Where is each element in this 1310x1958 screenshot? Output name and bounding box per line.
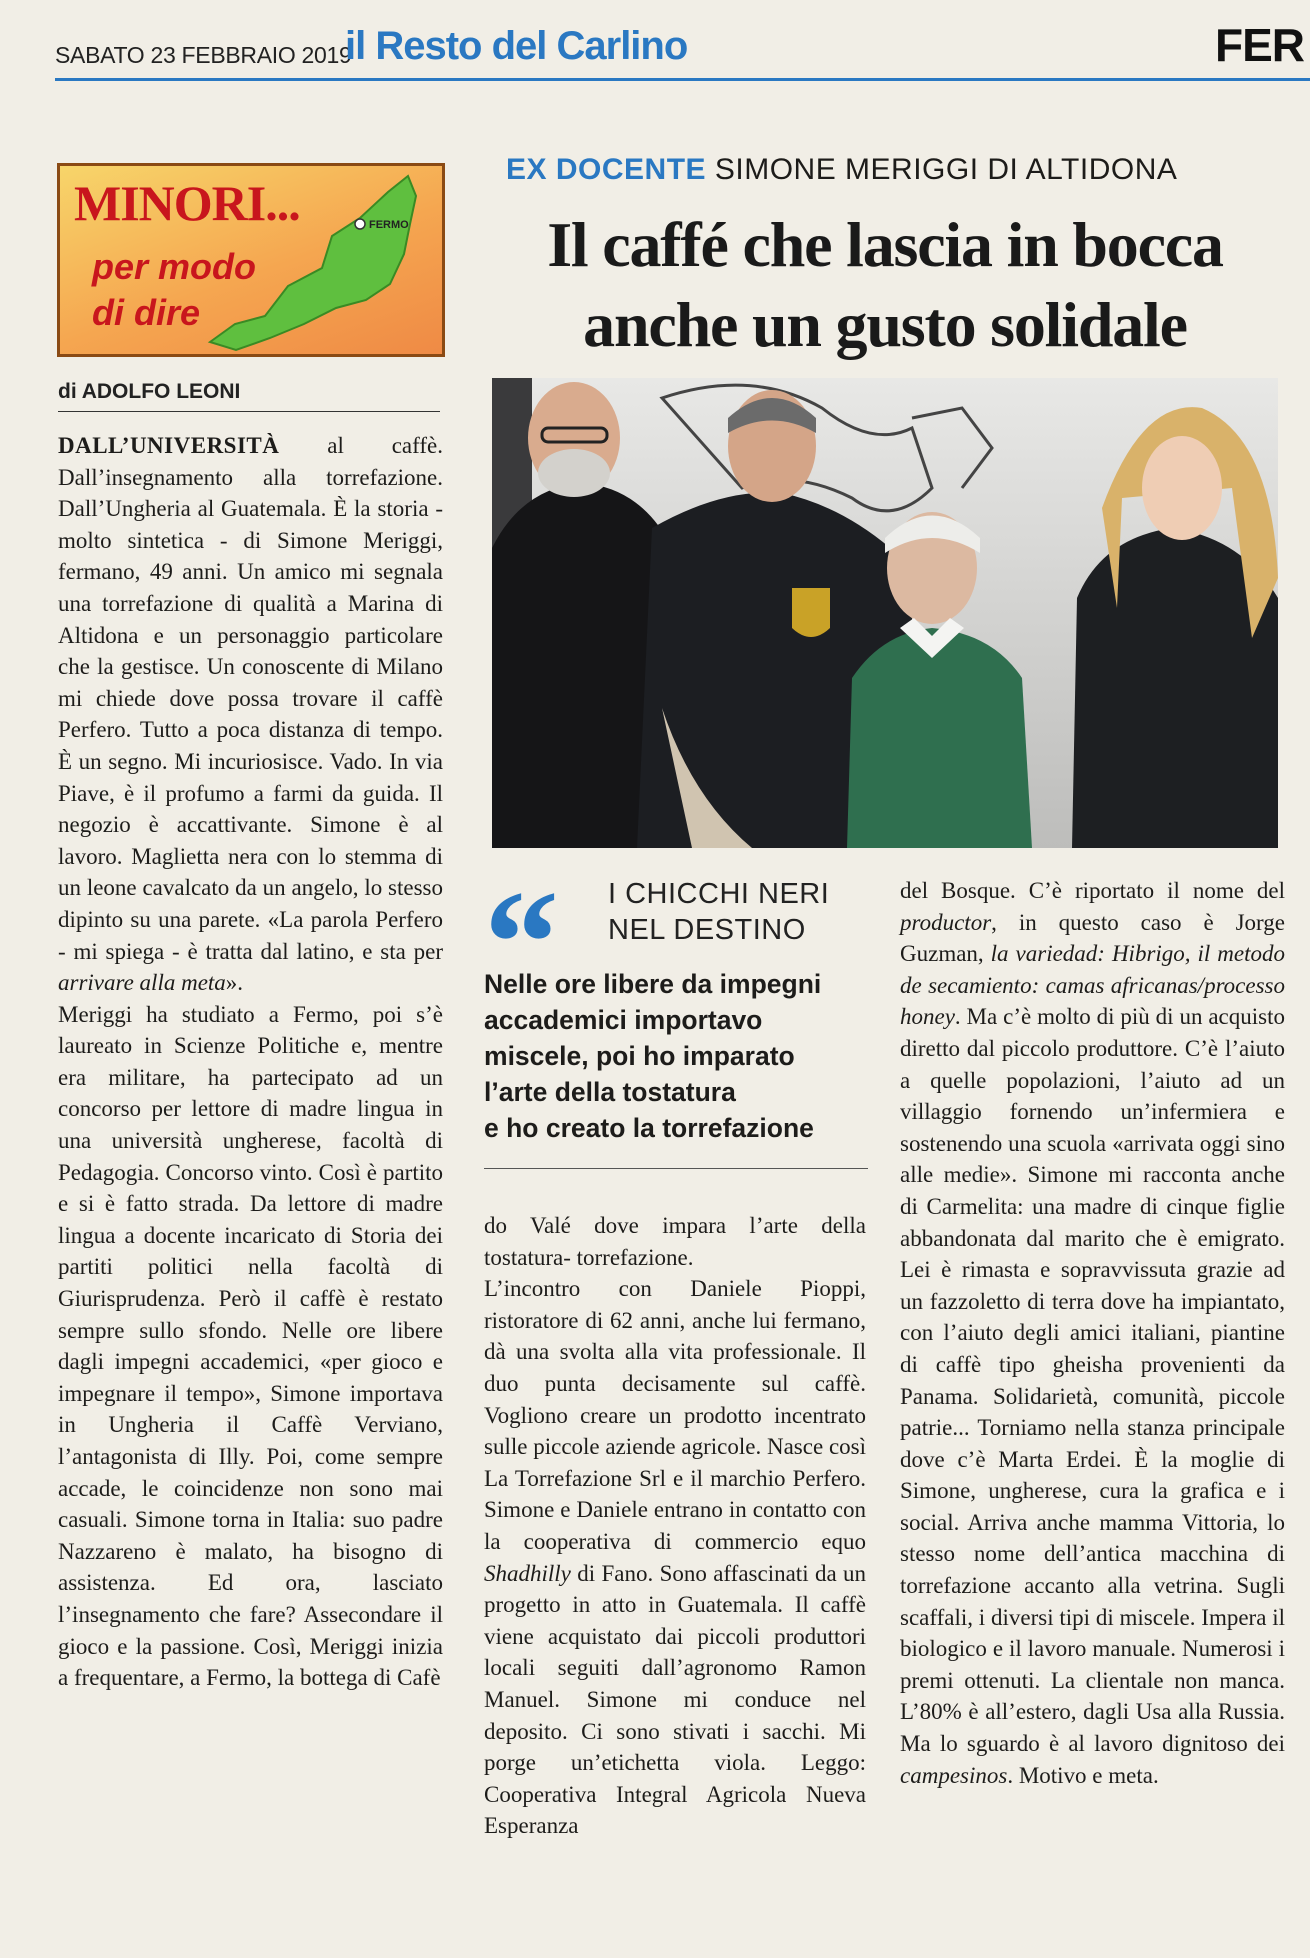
article-column-2: [484, 1210, 866, 1842]
article-paragraph: del Bosque. C’è riportato il nome del productor, in questo caso è Jorge Guzman, la variedad: Hibrigo, il metodo de secamiento: camas africanas/processo honey. Ma c’è molto di più di un acquisto diretto dal piccolo produttore. C’è l’aiuto a quelle popolazioni, l’aiuto ad un villaggio fornendo un’infermiera e sostenendo una scuola «arrivata oggi sino alle medie». Simone mi racconta anche di Carmelita: una madre di cinque figlie abbandonata dal marito che è emigrato. Lei è rimasta e sopravvissuta grazie ad un fazzoletto di terra dove ha impiantato, con l’aiuto degli amici italiani, piantine di caffè tipo gheisha provenienti da Panama. Solidarietà, comunità, piccole patrie... Torniamo nella stanza principale dove c’è Marta Erdei. È la moglie di Simone, ungherese, cura la grafica e i social. Arriva anche mamma Vittoria, lo stesso nome dell’antica macchina di torrefazione accanto alla vetrina. Sugli scaffali, i diversi tipi di miscele. Impera il biologico e il lavoro manuale. Numerosi i premi ottenuti. La clientale non manca. L’80% è all’estero, dagli Usa alla Russia. Ma lo sguardo è al lavoro dignitoso dei campesinos. Motivo e meta.: [900, 878, 1285, 1788]
masthead: [55, 18, 1310, 78]
kicker: [506, 153, 1177, 187]
quote-line: miscele, poi ho imparato: [484, 1041, 795, 1071]
article-paragraph: Meriggi ha studiato a Fermo, poi s’è laureato in Scienze Politiche e, mentre era militare, ha partecipato ad un concorso per lettore di madre lingua in una università ungherese, facoltà di Pedagogia. Concorso vinto. Così è partito e si è fatto strada. Da lettore di madre lingua a docente incaricato di Storia dei partiti politici nella facoltà di Giurisprudenza. Però il caffè è restato sempre sullo sfondo. Nelle ore libere dagli impegni accademici, «per gioco e impegnare il tempo», Simone importava in Ungheria il Caffè Verviano, l’antagonista di Illy. Poi, come sempre accade, le coincidenze non sono mai casuali. Simone torna in Italia: suo padre Nazzareno è malato, ha bisogno di assistenza. Ed ora, lasciato l’insegnamento che fare? Assecondare il gioco e la passione. Così, Meriggi inizia a frequentare, a Fermo, la bottega di Cafè: [58, 1001, 443, 1691]
quote-line: accademici importavo: [484, 1005, 763, 1035]
kicker-subject: SIMONE MERIGGI DI ALTIDONA: [714, 153, 1178, 186]
quote-title: [608, 876, 829, 948]
section-label: FER: [1215, 19, 1304, 71]
headline-line-2: anche un gusto solidale: [583, 289, 1187, 360]
article-paragraph: L’incontro con Daniele Pioppi, ristoratore di 62 anni, anche lui fermano, dà una svolta alla vita professionale. Il duo punta decisamente sul caffè. Vogliono creare un prodotto incentrato sulle piccole aziende agricole. Nasce così La Torrefazione Srl e il marchio Perfero. Simone e Daniele entrano in contatto con la cooperativa di commercio equo Shadhilly di Fano. Sono affascinati da un progetto in atto in Guatemala. Il caffè viene acquistato dai piccoli produttori locali seguiti dall’agronomo Ramon Manuel. Simone mi conduce nel deposito. Ci sono stivati i sacchi. Mi porge un’etichetta viola. Leggo: Cooperativa Integral Agricola Nueva Esperanza: [484, 1276, 866, 1839]
quote-line: l’arte della tostatura: [484, 1077, 736, 1107]
column-subtitle-2: di dire: [92, 292, 201, 333]
byline-rule: [58, 411, 440, 412]
column-title: MINORI...: [74, 175, 300, 231]
headline: [470, 205, 1300, 365]
article-paragraph: DALL’UNIVERSITÀ al caffè. Dall’insegnamento alla torrefazione. Dall’Ungheria al Guatemala. È la storia - molto sintetica - di Simone Meriggi, fermano, 49 anni. Un amico mi segnala una torrefazione di qualità a Marina di Altidona e un personaggio particolare che la gestisce. Un conoscente di Milano mi chiede dove possa trovare il caffè Perfero. Tutto a poca distanza di tempo. È un segno. Mi incuriosisce. Vado. In via Piave, è il profumo a farmi da guida. Il negozio è accattivante. Simone è al lavoro. Maglietta nera con lo stemma di un leone cavalcato da un angelo, lo stesso dipinto su una parete. «La parola Perfero - mi spiega - è tratta dal latino, e sta per arrivare alla meta».: [58, 433, 443, 996]
column-logo: [57, 163, 445, 357]
quote-mark-icon: “: [484, 860, 559, 1026]
article-column-1: [58, 430, 443, 1694]
byline: di ADOLFO LEONI: [58, 380, 241, 403]
kicker-label: EX DOCENTE: [506, 153, 707, 186]
article-paragraph: do Valé dove impara l’arte della tostatura- torrefazione.: [484, 1213, 866, 1270]
quote-line: e ho creato la torrefazione: [484, 1113, 814, 1143]
article-photo: [492, 378, 1278, 848]
quote-title-line-1: I CHICCHI NERI: [608, 878, 830, 910]
issue-date: SABATO 23 FEBBRAIO 2019: [55, 42, 352, 68]
map-city-label: FERMO: [369, 219, 409, 231]
quote-line: Nelle ore libere da impegni: [484, 969, 822, 999]
headline-line-1: Il caffé che lascia in bocca: [547, 209, 1223, 280]
newspaper-name: il Resto del Carlino: [345, 24, 688, 68]
quote-rule: [484, 1168, 868, 1169]
column-subtitle-1: per modo: [92, 246, 257, 287]
pull-quote-text: [484, 966, 874, 1146]
lead-in: DALL’UNIVERSITÀ: [58, 433, 280, 458]
group-photo-image: [492, 378, 1278, 848]
quote-title-line-2: NEL DESTINO: [608, 914, 806, 946]
masthead-rule: [55, 78, 1310, 81]
article-column-3: [900, 875, 1285, 1791]
